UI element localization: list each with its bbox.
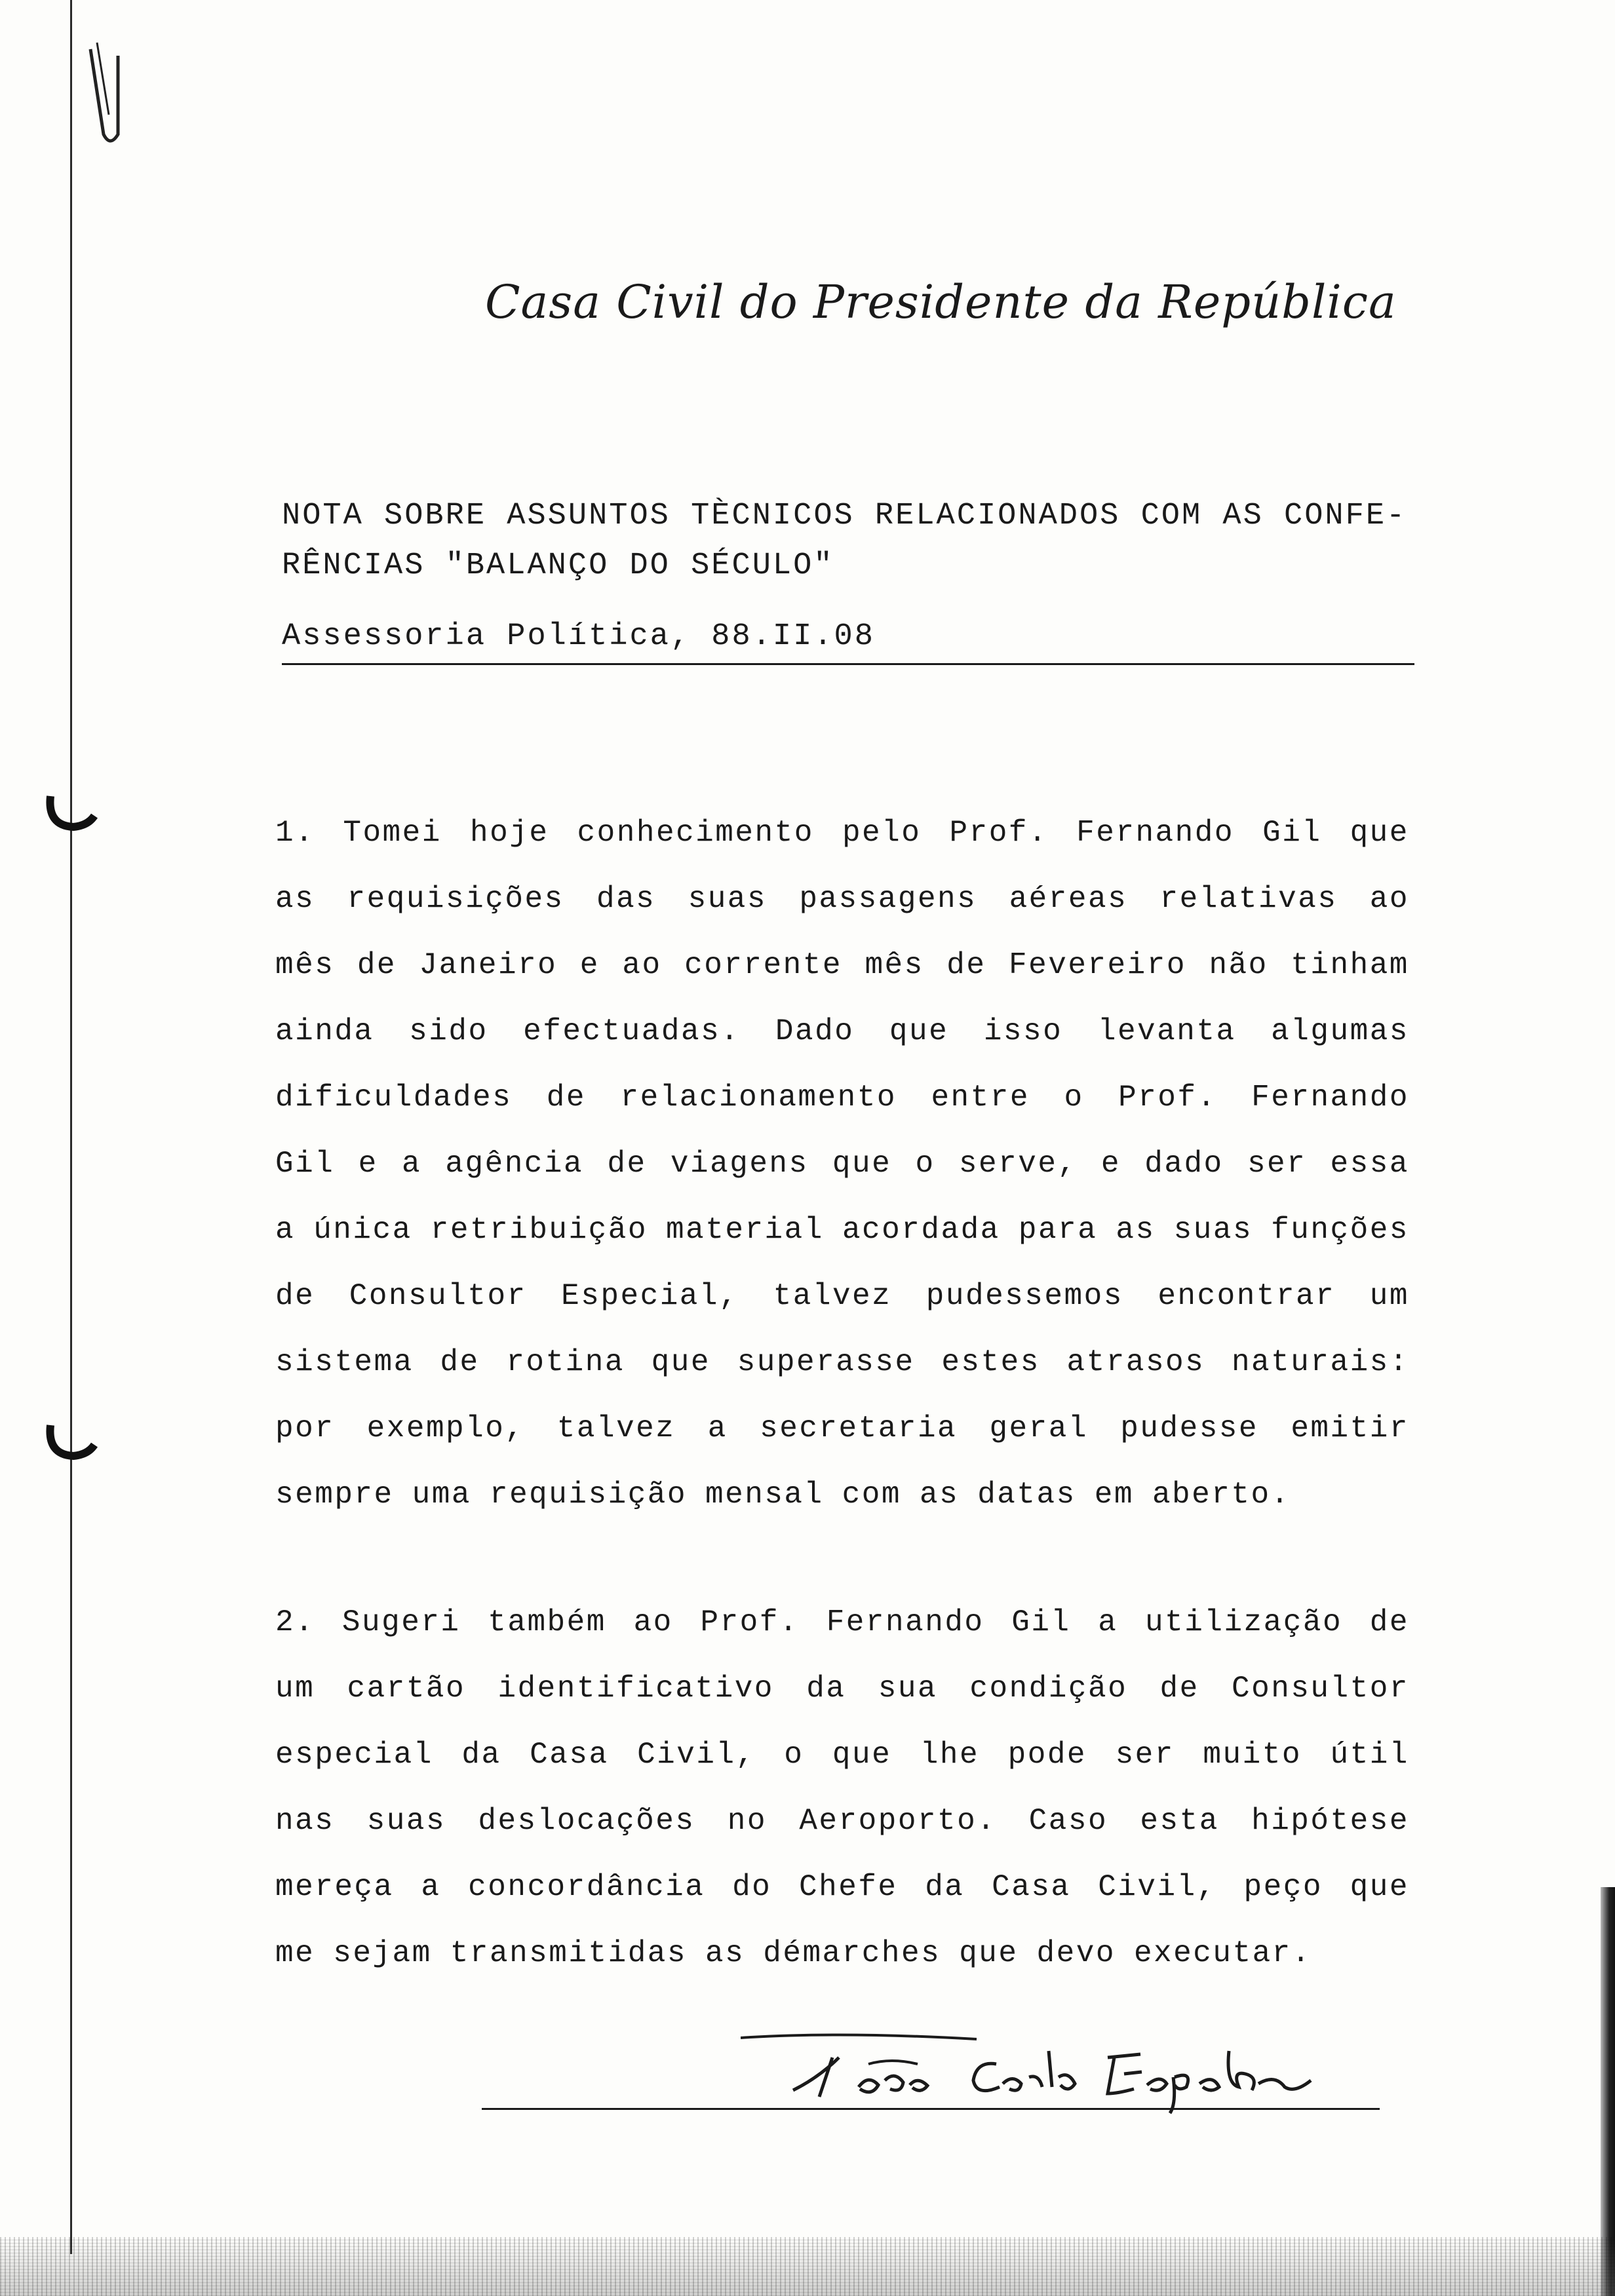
word: ainda bbox=[275, 1014, 374, 1048]
word: relacionamento bbox=[620, 1081, 897, 1115]
word: executar. bbox=[1133, 1936, 1312, 1970]
text-line bbox=[275, 1936, 1409, 2002]
text-line bbox=[275, 1738, 1409, 1804]
subject-line-2: RÊNCIAS "BALANÇO DO SÉCULO" bbox=[282, 548, 834, 583]
word: a bbox=[402, 1147, 422, 1181]
word: Fevereiro bbox=[1009, 948, 1186, 982]
word: 1. bbox=[275, 816, 315, 850]
word: Fernando bbox=[1251, 1081, 1409, 1115]
word: Fernando bbox=[1076, 816, 1234, 850]
word: acordada bbox=[842, 1213, 1000, 1247]
word: da bbox=[925, 1870, 965, 1904]
text-line bbox=[275, 1478, 1409, 1544]
word: superasse bbox=[737, 1345, 915, 1379]
word: Gil bbox=[1011, 1605, 1071, 1639]
binding-line bbox=[70, 0, 72, 2254]
word: isso bbox=[983, 1014, 1063, 1048]
word: funções bbox=[1271, 1213, 1409, 1247]
word: aberto. bbox=[1152, 1478, 1291, 1512]
text-line bbox=[275, 1870, 1409, 1936]
word: de bbox=[607, 1147, 647, 1181]
word: o bbox=[784, 1738, 804, 1772]
word: ao bbox=[622, 948, 662, 982]
word: me bbox=[275, 1936, 315, 1970]
binding-hole-mark bbox=[41, 1415, 100, 1468]
text-line bbox=[275, 948, 1409, 1014]
word: as bbox=[705, 1936, 745, 1970]
word: muito bbox=[1203, 1738, 1302, 1772]
word: as bbox=[1116, 1213, 1156, 1247]
word: material bbox=[666, 1213, 824, 1247]
word: Dado bbox=[775, 1014, 855, 1048]
word: para bbox=[1018, 1213, 1098, 1247]
word: mês bbox=[275, 948, 335, 982]
handwritten-signature bbox=[741, 2012, 1331, 2116]
word: Gil bbox=[275, 1147, 335, 1181]
word: Aeroporto. bbox=[799, 1804, 997, 1838]
word: serve, bbox=[958, 1147, 1078, 1181]
word: viagens bbox=[670, 1147, 809, 1181]
word: a bbox=[1098, 1605, 1118, 1639]
text-line bbox=[275, 1605, 1409, 1672]
word: naturais: bbox=[1231, 1345, 1409, 1379]
word: da bbox=[461, 1738, 501, 1772]
word: das bbox=[596, 882, 656, 916]
word: emitir bbox=[1291, 1411, 1409, 1445]
word: devo bbox=[1036, 1936, 1116, 1970]
word: da bbox=[806, 1672, 846, 1706]
word: que bbox=[832, 1738, 892, 1772]
word: de bbox=[440, 1345, 480, 1379]
signature-rule bbox=[482, 2108, 1380, 2110]
word: e bbox=[1100, 1147, 1121, 1181]
word: sistema bbox=[275, 1345, 414, 1379]
word: tinham bbox=[1291, 948, 1409, 982]
word: do bbox=[732, 1870, 772, 1904]
word: Consultor bbox=[1232, 1672, 1409, 1706]
word: e bbox=[579, 948, 600, 982]
word: pelo bbox=[842, 816, 922, 850]
word: que bbox=[889, 1014, 949, 1048]
paragraph-2 bbox=[275, 1605, 1409, 2002]
word: uma bbox=[412, 1478, 471, 1512]
word: démarches bbox=[763, 1936, 941, 1970]
word: as bbox=[275, 882, 315, 916]
word: Especial, bbox=[561, 1279, 739, 1313]
text-line bbox=[275, 816, 1409, 882]
subject-line-1: NOTA SOBRE ASSUNTOS TÈCNICOS RELACIONADOS COM AS CONFE- bbox=[282, 499, 1407, 533]
word: não bbox=[1209, 948, 1268, 982]
word: Caso bbox=[1028, 1804, 1108, 1838]
word: agência bbox=[445, 1147, 584, 1181]
word: exemplo, bbox=[366, 1411, 525, 1445]
word: suas bbox=[688, 882, 768, 916]
word: Civil, bbox=[637, 1738, 756, 1772]
word: de bbox=[946, 948, 986, 982]
word: retribuição bbox=[430, 1213, 648, 1247]
word: Casa bbox=[530, 1738, 609, 1772]
text-line bbox=[275, 1345, 1409, 1411]
word: atrasos bbox=[1066, 1345, 1205, 1379]
word: de bbox=[1159, 1672, 1199, 1706]
word: pudesse bbox=[1120, 1411, 1259, 1445]
word: mereça bbox=[275, 1870, 394, 1904]
word: Prof. bbox=[700, 1605, 799, 1639]
word: suas bbox=[1173, 1213, 1253, 1247]
word: Consultor bbox=[349, 1279, 527, 1313]
word: encontrar bbox=[1158, 1279, 1336, 1313]
word: especial bbox=[275, 1738, 433, 1772]
word: de bbox=[546, 1081, 586, 1115]
text-line bbox=[275, 882, 1409, 948]
word: aéreas bbox=[1009, 882, 1128, 916]
word: corrente bbox=[684, 948, 842, 982]
word: que bbox=[832, 1147, 892, 1181]
word: o bbox=[915, 1147, 935, 1181]
word: transmitidas bbox=[450, 1936, 688, 1970]
attribution-rule bbox=[282, 663, 1414, 665]
word: levanta bbox=[1097, 1014, 1236, 1048]
word: rotina bbox=[506, 1345, 625, 1379]
scan-noise-strip bbox=[0, 2237, 1615, 2296]
word: requisições bbox=[347, 882, 564, 916]
word: que bbox=[959, 1936, 1019, 1970]
document-subject bbox=[282, 491, 1422, 591]
word: a bbox=[421, 1870, 441, 1904]
word: requisição bbox=[489, 1478, 688, 1512]
text-line bbox=[275, 1804, 1409, 1870]
word: concordância bbox=[468, 1870, 705, 1904]
word: sua bbox=[878, 1672, 938, 1706]
scan-edge-shadow bbox=[1601, 1887, 1615, 2296]
word: Prof. bbox=[1118, 1081, 1217, 1115]
word: dado bbox=[1144, 1147, 1224, 1181]
word: peço bbox=[1243, 1870, 1323, 1904]
word: 2. bbox=[275, 1605, 315, 1639]
word: hoje bbox=[470, 816, 549, 850]
word: útil bbox=[1330, 1738, 1409, 1772]
text-line bbox=[275, 1147, 1409, 1213]
word: a bbox=[707, 1411, 728, 1445]
word: de bbox=[275, 1279, 315, 1313]
text-line bbox=[275, 1672, 1409, 1738]
word: única bbox=[313, 1213, 412, 1247]
word: um bbox=[275, 1672, 315, 1706]
word: de bbox=[1369, 1605, 1409, 1639]
word: pode bbox=[1007, 1738, 1087, 1772]
word: pudessemos bbox=[925, 1279, 1123, 1313]
word: conhecimento bbox=[577, 816, 814, 850]
word: as bbox=[919, 1478, 960, 1512]
word: ser bbox=[1247, 1147, 1307, 1181]
word: também bbox=[488, 1605, 606, 1639]
word: sempre bbox=[275, 1478, 394, 1512]
word: relativas bbox=[1159, 882, 1338, 916]
word: Janeiro bbox=[419, 948, 558, 982]
word: o bbox=[1064, 1081, 1084, 1115]
word: por bbox=[275, 1411, 335, 1445]
word: estes bbox=[941, 1345, 1040, 1379]
attribution-line: Assessoria Política, 88.II.08 bbox=[282, 619, 875, 654]
text-line bbox=[275, 1411, 1409, 1478]
word: com bbox=[842, 1478, 901, 1512]
word: dificuldades bbox=[275, 1081, 513, 1115]
paragraph-1 bbox=[275, 816, 1409, 1544]
word: suas bbox=[366, 1804, 446, 1838]
binding-hole-mark bbox=[41, 786, 100, 839]
letterhead-title: Casa Civil do Presidente da República bbox=[485, 275, 1397, 329]
word: Civil, bbox=[1098, 1870, 1216, 1904]
word: essa bbox=[1330, 1147, 1409, 1181]
word: condição bbox=[969, 1672, 1128, 1706]
word: sejam bbox=[333, 1936, 432, 1970]
word: Casa bbox=[992, 1870, 1071, 1904]
binding-hook-mark bbox=[77, 36, 136, 147]
word: de bbox=[357, 948, 397, 982]
text-line bbox=[275, 1081, 1409, 1147]
word: talvez bbox=[773, 1279, 892, 1313]
text-line bbox=[275, 1279, 1409, 1345]
word: hipótese bbox=[1251, 1804, 1409, 1838]
word: passagens bbox=[799, 882, 977, 916]
word: ao bbox=[1369, 882, 1409, 916]
word: no bbox=[727, 1804, 768, 1838]
word: Tomei bbox=[343, 816, 442, 850]
word: secretaria bbox=[760, 1411, 958, 1445]
word: algumas bbox=[1271, 1014, 1409, 1048]
word: Sugeri bbox=[341, 1605, 461, 1639]
word: entre bbox=[931, 1081, 1030, 1115]
word: cartão bbox=[347, 1672, 466, 1706]
word: Chefe bbox=[798, 1870, 898, 1904]
word: utilização bbox=[1145, 1605, 1343, 1639]
word: Prof. bbox=[949, 816, 1049, 850]
word: ao bbox=[633, 1605, 673, 1639]
word: identificativo bbox=[497, 1672, 774, 1706]
word: e bbox=[358, 1147, 378, 1181]
word: esta bbox=[1140, 1804, 1219, 1838]
word: deslocações bbox=[478, 1804, 695, 1838]
word: ser bbox=[1115, 1738, 1175, 1772]
word: efectuadas. bbox=[523, 1014, 741, 1048]
word: que bbox=[1350, 1870, 1409, 1904]
text-line bbox=[275, 1014, 1409, 1081]
word: em bbox=[1094, 1478, 1134, 1512]
word: sido bbox=[409, 1014, 488, 1048]
word: talvez bbox=[556, 1411, 676, 1445]
word: lhe bbox=[920, 1738, 980, 1772]
word: que bbox=[651, 1345, 710, 1379]
word: mensal bbox=[705, 1478, 824, 1512]
word: mês bbox=[865, 948, 924, 982]
word: um bbox=[1369, 1279, 1409, 1313]
text-line bbox=[275, 1213, 1409, 1279]
word: a bbox=[275, 1213, 296, 1247]
word: datas bbox=[977, 1478, 1076, 1512]
word: que bbox=[1350, 816, 1409, 850]
word: Gil bbox=[1262, 816, 1322, 850]
word: nas bbox=[275, 1804, 335, 1838]
word: geral bbox=[989, 1411, 1088, 1445]
word: Fernando bbox=[826, 1605, 984, 1639]
